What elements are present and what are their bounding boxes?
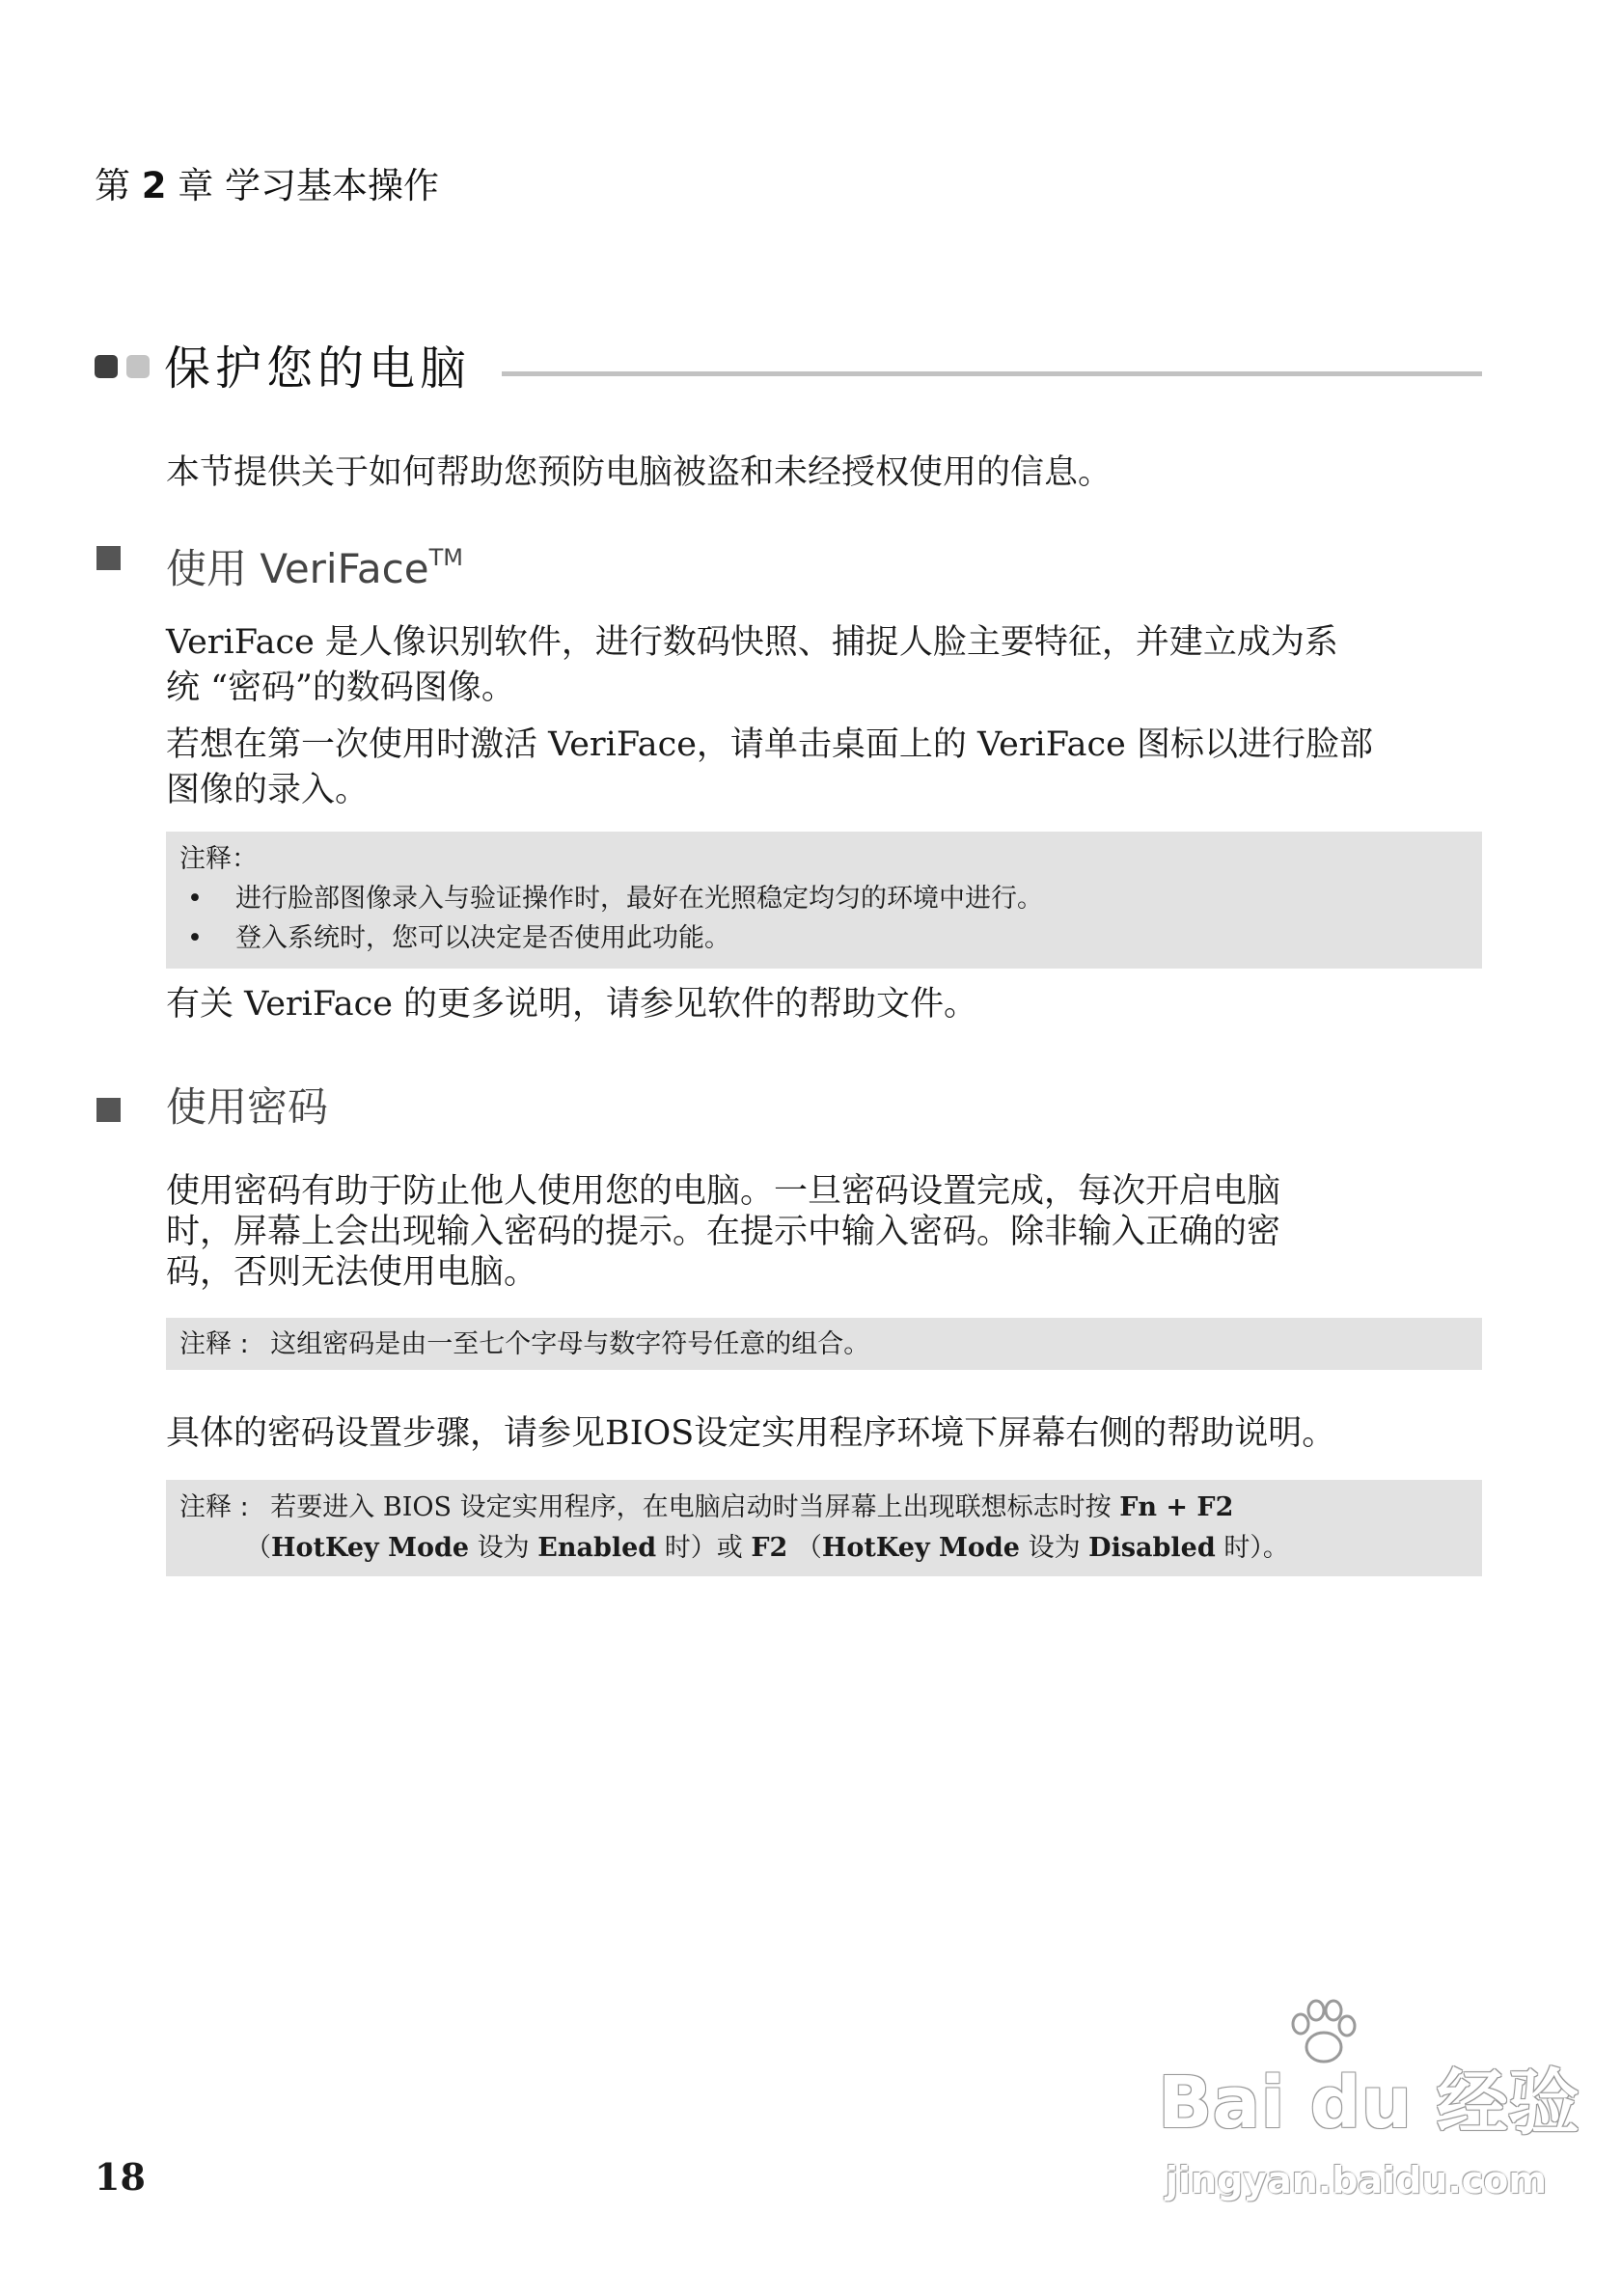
section-marker-dark-icon — [95, 355, 118, 378]
chapter-number: 2 — [141, 165, 167, 206]
note-list — [179, 879, 1469, 958]
veriface-p1-line2: 统 “密码”的数码图像。 — [166, 669, 515, 707]
key-f2: F2 — [751, 1533, 788, 1563]
veriface-p2-line2: 图像的录入。 — [166, 771, 370, 809]
subsection-square-icon — [96, 1098, 121, 1122]
subsection-title-password: 使用密码 — [166, 1083, 329, 1131]
veriface-p2-line1: 若想在第一次使用时激活 VeriFace，请单击桌面上的 VeriFace 图标以进行脸部 — [166, 725, 1373, 764]
disabled-value: Disabled — [1088, 1533, 1216, 1563]
password-p1-line2: 时，屏幕上会出现输入密码的提示。在提示中输入密码。除非输入正确的密 — [166, 1213, 1281, 1251]
bullet-icon: • — [187, 884, 203, 914]
veriface-p1-line1: VeriFace 是人像识别软件，进行数码快照、捕捉人脸主要特征，并建立成为系 — [166, 623, 1338, 662]
or-text: 时）或 — [656, 1533, 752, 1563]
note-item — [179, 918, 1469, 958]
intro-paragraph: 本节提供关于如何帮助您预防电脑被盗和未经授权使用的信息。 — [166, 453, 1113, 492]
note-text: 这组密码是由一至七个字母与数字符号任意的组合。 — [270, 1329, 870, 1359]
password-p1-line1: 使用密码有助于防止他人使用您的电脑。一旦密码设置完成，每次开启电脑 — [166, 1172, 1281, 1211]
veriface-note — [166, 832, 1482, 969]
password-note-1 — [166, 1318, 1482, 1370]
veriface-paragraph-2 — [166, 723, 1482, 813]
watermark-logo: Bai du 经验 — [1158, 2062, 1580, 2145]
note-label: 注释 : — [179, 1329, 249, 1359]
veriface-paragraph-3: 有关 VeriFace 的更多说明，请参见软件的帮助文件。 — [166, 985, 978, 1024]
section-marker-light-icon — [126, 355, 150, 378]
paren-open: （ — [245, 1533, 271, 1563]
chapter-heading — [95, 162, 439, 210]
enabled-value: Enabled — [537, 1533, 657, 1563]
subsection-title-veriface — [166, 531, 463, 596]
set-as-text: 设为 — [469, 1533, 538, 1563]
paren-open: （ — [787, 1533, 822, 1563]
hotkey-mode-label: HotKey Mode — [821, 1533, 1020, 1563]
note-item-text: 登入系统时，您可以决定是否使用此功能。 — [235, 923, 730, 953]
bullet-icon: • — [187, 923, 203, 953]
page-number: 18 — [95, 2155, 146, 2199]
closing-text: 时）。 — [1215, 1533, 1289, 1563]
veriface-title-text: 使用 VeriFace — [166, 545, 429, 592]
password-note-2 — [166, 1480, 1482, 1576]
veriface-paragraph-1 — [166, 620, 1482, 711]
password-paragraph-2: 具体的密码设置步骤，请参见BIOS设定实用程序环境下屏幕右侧的帮助说明。 — [166, 1414, 1336, 1453]
password-paragraph-1 — [166, 1171, 1482, 1293]
section-title: 保护您的电脑 — [164, 342, 472, 396]
note-label: 注释： — [179, 844, 258, 874]
chapter-prefix: 第 — [95, 165, 130, 206]
key-combo-fn-f2: Fn + F2 — [1119, 1492, 1234, 1522]
watermark-url: jingyan.baidu.com — [1166, 2159, 1547, 2201]
password-p1-line3: 码，否则无法使用电脑。 — [166, 1253, 538, 1292]
baidu-paw-icon — [1283, 1999, 1360, 2066]
note2-line2 — [179, 1528, 1469, 1569]
subsection-square-icon — [96, 546, 121, 570]
section-divider — [502, 371, 1482, 376]
note-label: 注释 : — [179, 1492, 249, 1522]
trademark-sup: TM — [428, 544, 463, 571]
note2-line1-text: 若要进入 BIOS 设定实用程序，在电脑启动时当屏幕上出现联想标志时按 — [270, 1492, 1112, 1522]
chapter-title: 章 学习基本操作 — [178, 165, 440, 206]
hotkey-mode-label: HotKey Mode — [271, 1533, 470, 1563]
note-item — [179, 879, 1469, 918]
set-as-text: 设为 — [1020, 1533, 1089, 1563]
note-item-text: 进行脸部图像录入与验证操作时，最好在光照稳定均匀的环境中进行。 — [235, 884, 1043, 914]
note2-line1 — [179, 1488, 1469, 1528]
